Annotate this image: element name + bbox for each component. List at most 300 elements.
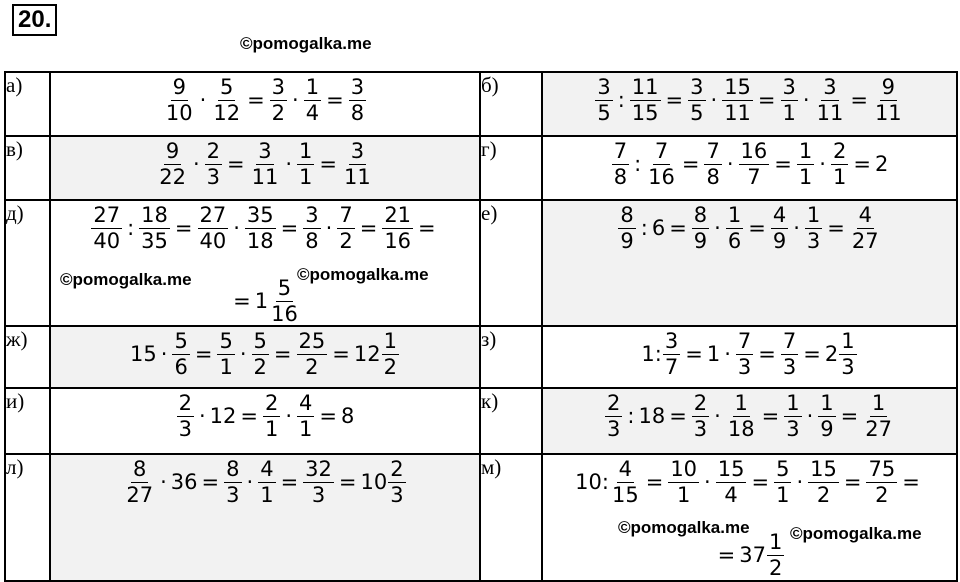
numerator: 1: [734, 391, 748, 415]
numerator: 15: [717, 457, 745, 481]
task-number: 20.: [12, 4, 57, 36]
denominator: 18: [727, 417, 755, 441]
fraction: [258, 459, 275, 506]
number: 2: [874, 152, 889, 176]
denominator: 40: [93, 229, 121, 253]
fraction: [612, 141, 629, 188]
fraction: [726, 393, 757, 440]
number: 18: [638, 404, 666, 428]
expression: [51, 389, 479, 440]
numerator: 32: [305, 457, 332, 481]
fraction: [805, 205, 822, 252]
numerator: 4: [299, 391, 313, 415]
operator: ·: [239, 342, 247, 366]
item-expression-cell: [50, 326, 480, 388]
fraction: [839, 331, 856, 378]
operator: =: [174, 216, 193, 240]
fraction: [646, 141, 677, 188]
number: 37: [739, 543, 766, 567]
fraction: [224, 459, 241, 506]
operator: =: [843, 470, 862, 494]
numerator: 2: [264, 391, 279, 415]
denominator: 11: [816, 101, 844, 125]
expression: [543, 201, 956, 252]
operator: ·: [802, 88, 810, 112]
table-row: [5, 454, 957, 581]
operator: ·: [199, 88, 207, 112]
numerator: 15: [724, 75, 751, 99]
denominator: 2: [271, 101, 286, 125]
operator: =: [850, 88, 868, 112]
operator: =: [645, 470, 664, 494]
denominator: 1: [299, 165, 313, 189]
denominator: 1: [264, 417, 279, 441]
operator: =: [273, 342, 292, 366]
denominator: 4: [305, 101, 320, 125]
item-expression-cell: [542, 200, 957, 326]
fraction: [767, 532, 784, 579]
denominator: 2: [305, 355, 319, 379]
fraction: [124, 459, 155, 506]
operator: ·: [704, 470, 711, 494]
denominator: 18: [246, 229, 274, 253]
fraction: [863, 393, 894, 440]
numerator: 7: [782, 329, 797, 353]
watermark: ©pomogalka.me: [618, 518, 750, 537]
fraction: [736, 331, 753, 378]
operator: =: [247, 88, 265, 112]
number: 10: [360, 470, 388, 494]
operator: ·: [796, 470, 804, 494]
denominator: 3: [206, 165, 221, 189]
numerator: 1: [768, 530, 783, 554]
denominator: 6: [174, 355, 188, 379]
fraction: [388, 459, 405, 506]
denominator: 2: [253, 355, 267, 379]
denominator: 4: [724, 483, 738, 507]
fraction: [139, 205, 170, 252]
fraction: [692, 205, 709, 252]
expression: [51, 455, 479, 506]
operator: ·: [724, 342, 731, 366]
expression: [543, 137, 956, 188]
fraction: [668, 459, 699, 506]
item-label: ж): [5, 326, 50, 388]
denominator: 3: [311, 483, 326, 507]
denominator: 1: [299, 417, 313, 441]
fraction: [784, 393, 801, 440]
operator: =: [827, 216, 845, 240]
denominator: 15: [631, 101, 659, 125]
fraction: [349, 77, 366, 124]
fraction: [303, 205, 320, 252]
numerator: 7: [654, 139, 669, 163]
fraction: [866, 459, 897, 506]
fraction: [297, 393, 314, 440]
denominator: 1: [776, 483, 790, 507]
fraction: [303, 459, 334, 506]
denominator: 11: [251, 165, 279, 189]
denominator: 2: [339, 229, 353, 253]
denominator: 3: [786, 417, 800, 441]
numerator: 8: [693, 203, 708, 227]
fraction: [245, 205, 276, 252]
item-label: к): [480, 388, 542, 454]
fraction: [297, 141, 314, 188]
denominator: 8: [350, 101, 365, 125]
denominator: 11: [344, 165, 371, 189]
denominator: 3: [806, 229, 821, 253]
numerator: 3: [258, 139, 272, 163]
numerator: 8: [226, 457, 240, 481]
operator: =: [233, 289, 251, 313]
numerator: 3: [271, 75, 286, 99]
operator: :: [634, 152, 642, 176]
operator: =: [669, 404, 687, 428]
fraction: [781, 331, 798, 378]
number: 12: [353, 342, 381, 366]
numerator: 1: [786, 391, 800, 415]
numerator: 1: [820, 391, 834, 415]
expression: [51, 137, 479, 188]
table-row: [5, 200, 957, 326]
denominator: 3: [737, 355, 752, 379]
fraction: [850, 205, 881, 252]
fraction: [716, 459, 747, 506]
denominator: 11: [724, 101, 751, 125]
expression: [51, 73, 479, 124]
denominator: 9: [693, 229, 708, 253]
numerator: 4: [772, 203, 787, 227]
numerator: 1: [798, 139, 813, 163]
number: 15: [130, 342, 157, 366]
number: 36: [170, 470, 198, 494]
number: 6: [651, 216, 666, 240]
operator: ·: [806, 404, 814, 428]
fraction: [618, 205, 635, 252]
operator: =: [751, 470, 770, 494]
numerator: 7: [706, 139, 720, 163]
operator: ·: [198, 404, 206, 428]
item-label: л): [5, 454, 50, 581]
watermark: ©pomogalka.me: [297, 265, 429, 284]
operator: ·: [710, 88, 718, 112]
operator: ·: [793, 216, 800, 240]
numerator: 1: [806, 203, 821, 227]
denominator: 3: [693, 417, 708, 441]
fraction: [205, 141, 222, 188]
numerator: 5: [219, 329, 233, 353]
fraction: [270, 77, 287, 124]
operator: =: [418, 216, 436, 240]
expression: [543, 389, 956, 440]
item-label: е): [480, 200, 542, 326]
number: 1:: [641, 342, 662, 366]
operator: =: [669, 216, 687, 240]
item-label: з): [480, 326, 542, 388]
numerator: 18: [141, 203, 168, 227]
numerator: 1: [305, 75, 320, 99]
fraction: [808, 459, 839, 506]
numerator: 10: [670, 457, 698, 481]
item-label: г): [480, 136, 542, 200]
item-expression-cell: [50, 200, 480, 326]
expression: [51, 201, 479, 252]
fraction: [771, 205, 788, 252]
fraction: [177, 393, 194, 440]
numerator: 4: [618, 457, 633, 481]
item-label: и): [5, 388, 50, 454]
fraction: [217, 331, 234, 378]
number: 1: [706, 342, 721, 366]
fraction: [382, 331, 399, 378]
fraction: [610, 459, 641, 506]
fraction: [605, 393, 622, 440]
numerator: 4: [260, 457, 274, 481]
numerator: 9: [165, 139, 180, 163]
denominator: 27: [126, 483, 154, 507]
numerator: 3: [690, 75, 704, 99]
item-label: а): [5, 72, 50, 136]
numerator: 11: [631, 75, 659, 99]
numerator: 5: [277, 276, 292, 300]
denominator: 8: [706, 165, 720, 189]
number: 12: [209, 404, 237, 428]
operator: ·: [246, 470, 254, 494]
denominator: 2: [875, 483, 889, 507]
denominator: 27: [851, 229, 879, 253]
item-expression-cell: [50, 388, 480, 454]
denominator: 8: [305, 229, 319, 253]
exercise-table: [4, 71, 958, 582]
operator: :: [640, 216, 648, 240]
denominator: 16: [648, 165, 675, 189]
fraction: [297, 331, 328, 378]
fraction: [382, 205, 413, 252]
numerator: 27: [199, 203, 227, 227]
number: 10:: [575, 470, 609, 494]
operator: =: [319, 152, 338, 176]
operator: =: [685, 342, 703, 366]
fraction: [704, 141, 721, 188]
numerator: 5: [776, 457, 790, 481]
operator: ·: [819, 152, 826, 176]
operator: ·: [160, 342, 168, 366]
fraction: [595, 77, 612, 124]
table-row: [5, 388, 957, 454]
item-label: б): [480, 72, 542, 136]
fraction: [198, 205, 229, 252]
numerator: 2: [206, 139, 221, 163]
operator: ·: [285, 404, 293, 428]
operator: =: [194, 342, 213, 366]
fraction: [252, 331, 269, 378]
watermark: ©pomogalka.me: [60, 270, 192, 289]
denominator: 9: [620, 229, 634, 253]
numerator: 5: [253, 329, 267, 353]
operator: =: [748, 216, 766, 240]
operator: ·: [292, 88, 299, 112]
numerator: 5: [220, 75, 234, 99]
operator: ·: [714, 216, 721, 240]
operator: ·: [285, 152, 293, 176]
denominator: 40: [199, 229, 227, 253]
operator: =: [803, 342, 821, 366]
operator: =: [338, 470, 357, 494]
denominator: 3: [782, 355, 797, 379]
numerator: 15: [810, 457, 837, 481]
operator: =: [201, 470, 220, 494]
operator: =: [240, 404, 258, 428]
operator: =: [681, 152, 700, 176]
operator: =: [853, 152, 871, 176]
operator: =: [902, 470, 920, 494]
operator: =: [326, 88, 344, 112]
denominator: 11: [874, 101, 902, 125]
denominator: 35: [141, 229, 168, 253]
denominator: 8: [613, 165, 628, 189]
numerator: 9: [172, 75, 186, 99]
fraction: [304, 77, 321, 124]
fraction: [831, 141, 848, 188]
operator: =: [717, 543, 736, 567]
fraction: [688, 77, 705, 124]
fraction: [337, 205, 354, 252]
numerator: 5: [174, 329, 188, 353]
numerator: 2: [693, 391, 708, 415]
denominator: 3: [607, 417, 621, 441]
operator: =: [332, 342, 350, 366]
expression: [543, 327, 956, 378]
denominator: 16: [384, 229, 412, 253]
numerator: 7: [613, 139, 628, 163]
denominator: 5: [690, 101, 704, 125]
table-row: [5, 136, 957, 200]
numerator: 3: [782, 75, 796, 99]
numerator: 25: [298, 329, 326, 353]
numerator: 2: [178, 391, 192, 415]
operator: =: [319, 404, 338, 428]
expression: [543, 455, 956, 506]
operator: =: [280, 216, 299, 240]
operator: =: [761, 404, 780, 428]
denominator: 1: [676, 483, 691, 507]
denominator: 5: [597, 101, 611, 125]
operator: ·: [714, 404, 721, 428]
item-expression-cell: [50, 72, 480, 136]
operator: =: [227, 152, 245, 176]
numerator: 35: [246, 203, 274, 227]
denominator: 10: [165, 101, 193, 125]
numerator: 3: [350, 75, 365, 99]
expression: [51, 327, 479, 378]
fraction: [739, 141, 770, 188]
operator: ·: [233, 216, 240, 240]
item-expression-cell: [50, 454, 480, 581]
numerator: 2: [832, 139, 847, 163]
operator: =: [774, 152, 792, 176]
numerator: 1: [871, 391, 886, 415]
operator: =: [359, 216, 378, 240]
operator: ·: [325, 216, 333, 240]
numerator: 1: [383, 329, 397, 353]
fraction: [172, 331, 189, 378]
operator: :: [127, 216, 135, 240]
numerator: 16: [740, 139, 768, 163]
fraction: [157, 141, 188, 188]
denominator: 7: [664, 355, 679, 379]
operator: :: [617, 88, 625, 112]
fraction: [663, 331, 680, 378]
fraction: [781, 77, 798, 124]
fraction: [211, 77, 242, 124]
denominator: 1: [782, 101, 796, 125]
number: 8: [341, 404, 355, 428]
watermark: ©pomogalka.me: [240, 34, 372, 53]
numerator: 8: [620, 203, 634, 227]
item-expression-cell: [542, 136, 957, 200]
operator: =: [665, 88, 684, 112]
numerator: 27: [93, 203, 121, 227]
denominator: 2: [383, 355, 397, 379]
watermark: ©pomogalka.me: [790, 524, 922, 543]
numerator: 2: [390, 457, 404, 481]
operator: =: [758, 342, 776, 366]
item-expression-cell: [542, 326, 957, 388]
numerator: 9: [881, 75, 895, 99]
fraction: [269, 278, 300, 325]
denominator: 3: [226, 483, 240, 507]
operator: ·: [726, 152, 734, 176]
fraction: [797, 141, 814, 188]
fraction: [263, 393, 280, 440]
fraction: [818, 393, 835, 440]
numerator: 4: [858, 203, 872, 227]
fraction: [164, 77, 195, 124]
denominator: 27: [865, 417, 892, 441]
operator: :: [627, 404, 635, 428]
fraction: [91, 205, 122, 252]
numerator: 3: [823, 75, 837, 99]
item-expression-cell: [50, 136, 480, 200]
numerator: 75: [868, 457, 896, 481]
denominator: 12: [213, 101, 241, 125]
fraction: [726, 205, 743, 252]
denominator: 3: [841, 355, 855, 379]
denominator: 16: [271, 302, 298, 326]
numerator: 7: [339, 203, 353, 227]
fraction: [722, 77, 753, 124]
operator: =: [757, 88, 776, 112]
number: 2: [824, 342, 839, 366]
denominator: 1: [798, 165, 813, 189]
numerator: 21: [384, 203, 412, 227]
denominator: 9: [772, 229, 787, 253]
fraction: [630, 77, 661, 124]
item-label: в): [5, 136, 50, 200]
denominator: 15: [611, 483, 639, 507]
fraction: [342, 141, 373, 188]
table-row: [5, 326, 957, 388]
operator: =: [280, 470, 299, 494]
denominator: 1: [832, 165, 847, 189]
number: 1: [254, 289, 269, 313]
numerator: 3: [350, 139, 365, 163]
item-label: м): [480, 454, 542, 581]
numerator: 8: [133, 457, 147, 481]
fraction: [250, 141, 281, 188]
denominator: 22: [159, 165, 186, 189]
